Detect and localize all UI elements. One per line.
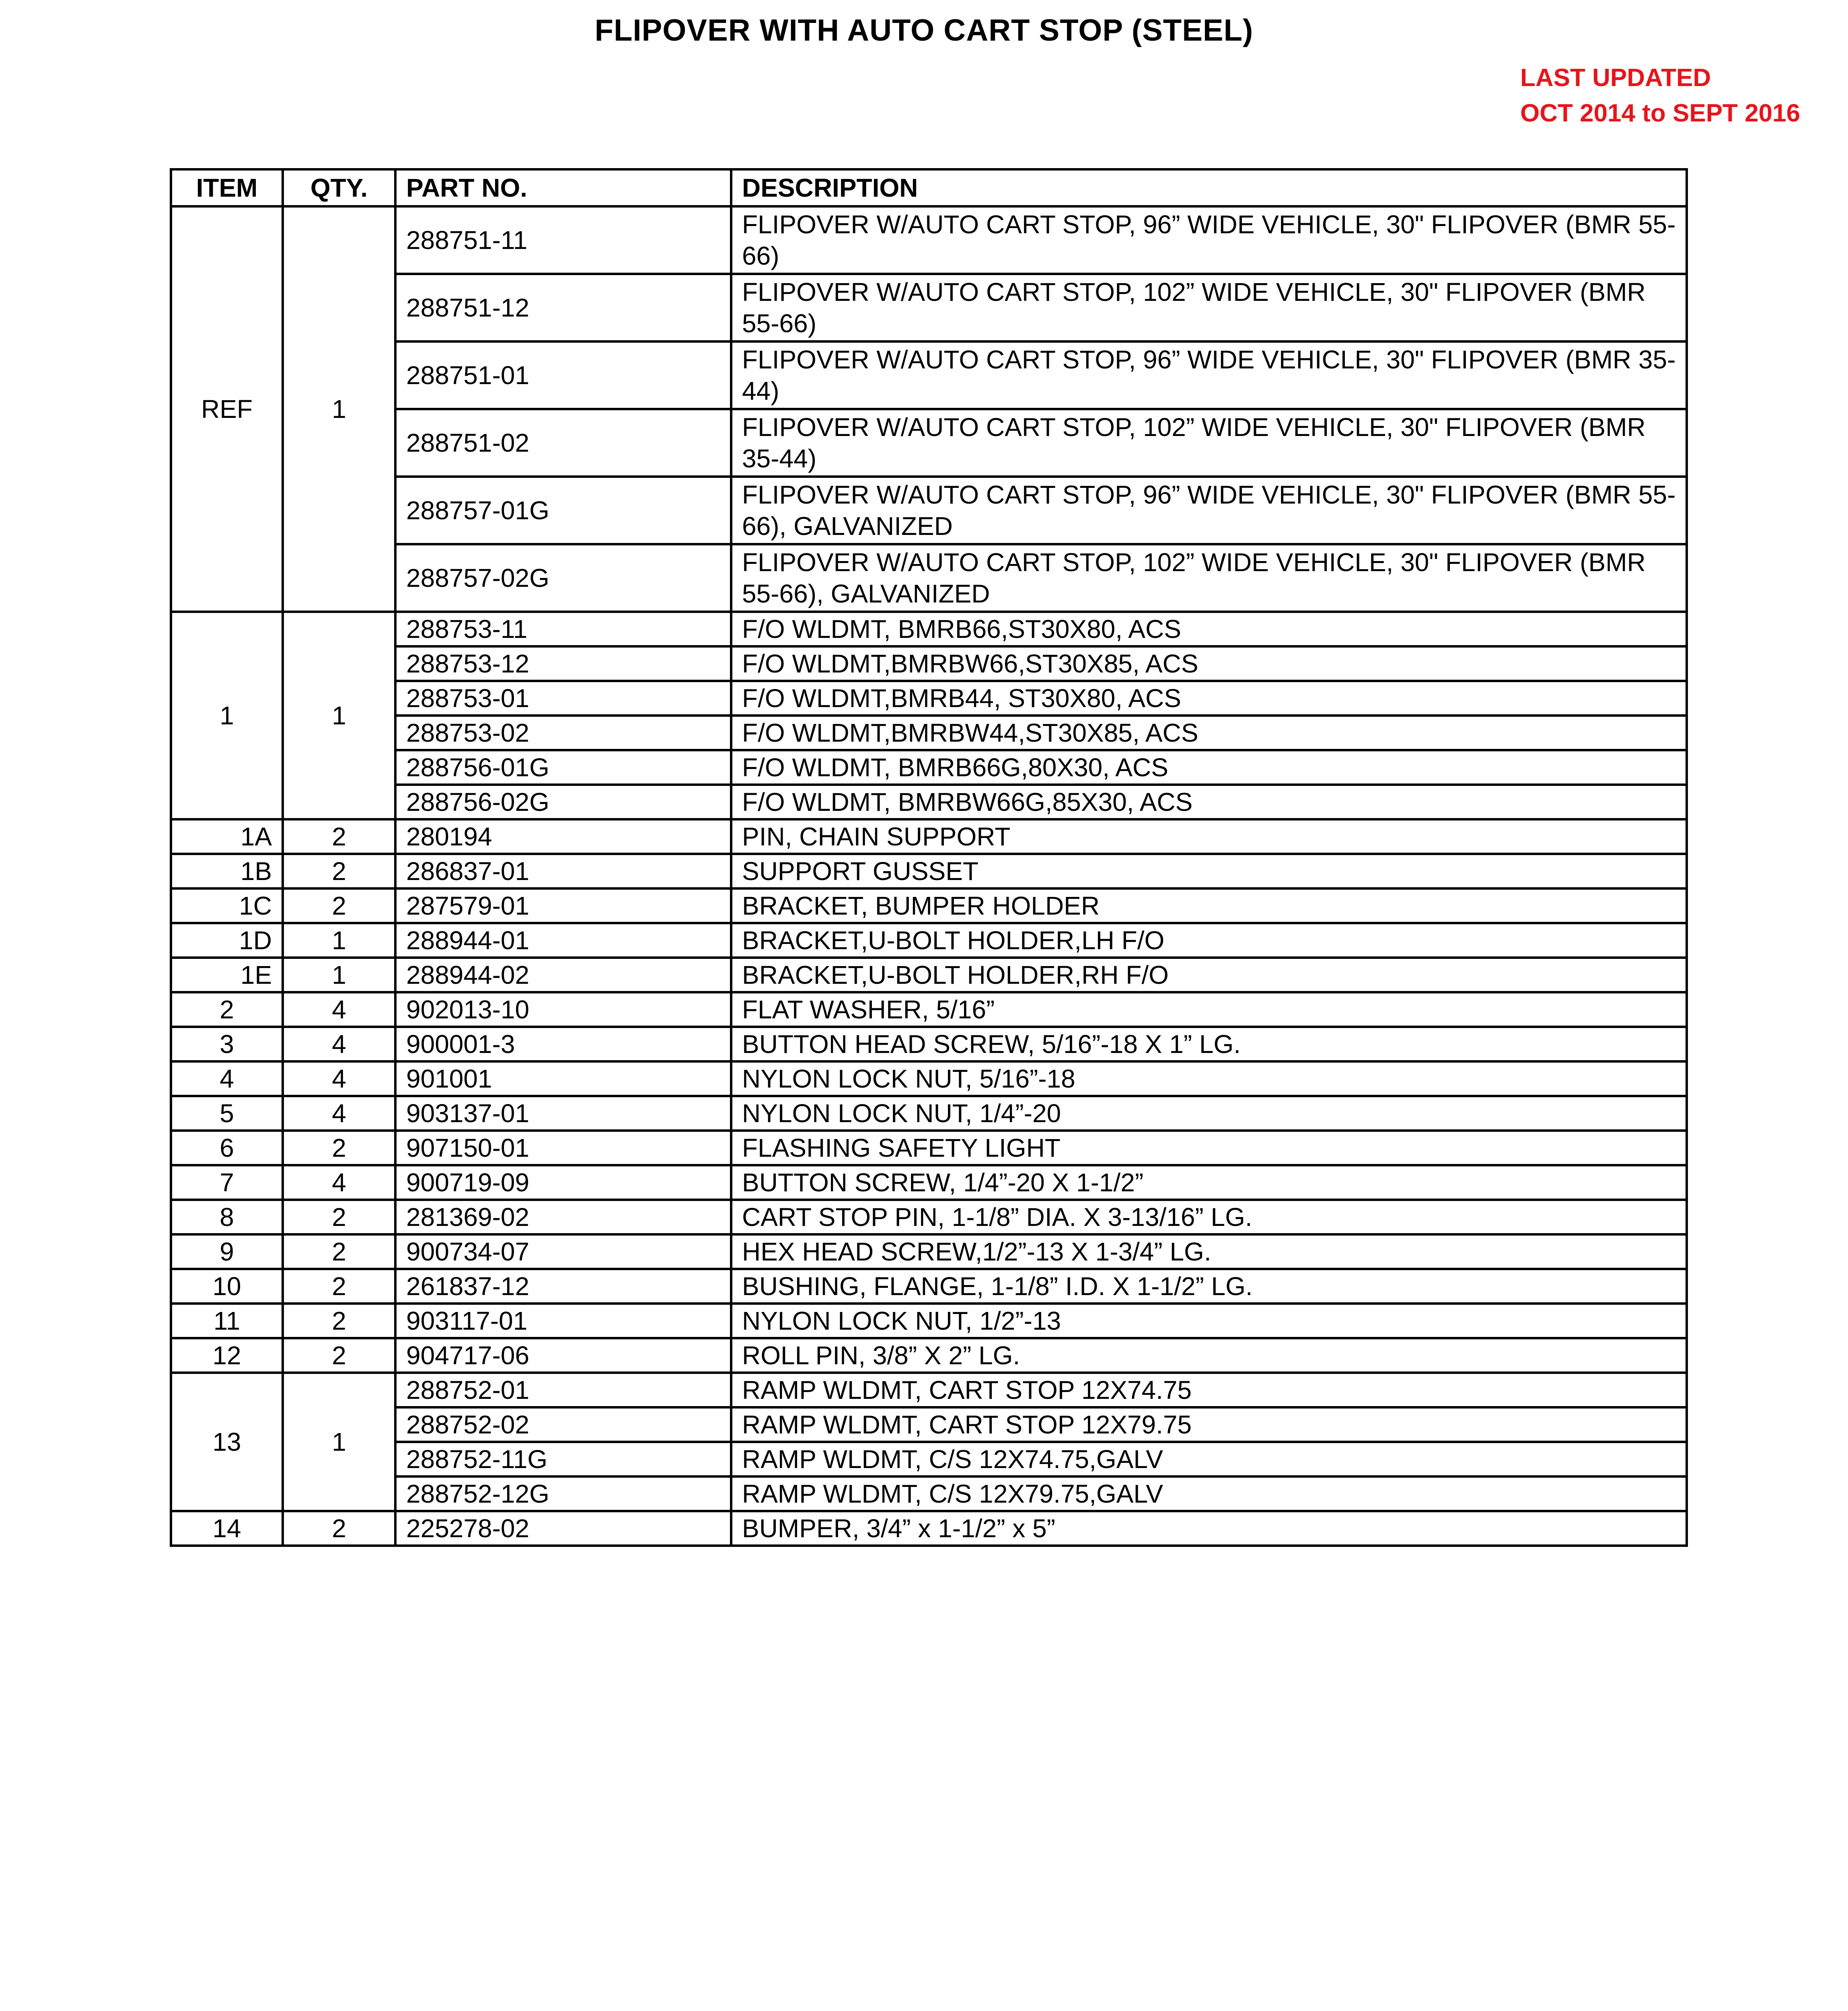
cell-part-no: 288944-02 xyxy=(395,958,731,992)
cell-description: NYLON LOCK NUT, 1/4”-20 xyxy=(731,1096,1687,1131)
cell-item: 7 xyxy=(171,1165,283,1200)
header-description: DESCRIPTION xyxy=(731,169,1687,206)
cell-item: 1D xyxy=(171,923,283,958)
cell-item: 8 xyxy=(171,1200,283,1234)
cell-qty: 2 xyxy=(283,888,395,923)
cell-item: 6 xyxy=(171,1131,283,1165)
cell-part-no: 288753-02 xyxy=(395,716,731,750)
cell-description: FLIPOVER W/AUTO CART STOP, 96” WIDE VEHICLE, 30" FLIPOVER (BMR 55-66), GALVANIZED xyxy=(731,477,1687,544)
last-updated-range: OCT 2014 to SEPT 2016 xyxy=(1520,99,1801,127)
table-row xyxy=(171,785,1687,819)
cell-part-no: 288752-12G xyxy=(395,1476,731,1511)
cell-part-no: 288753-11 xyxy=(395,612,731,646)
table-row xyxy=(171,1027,1687,1061)
cell-description: RAMP WLDMT, C/S 12X79.75,GALV xyxy=(731,1476,1687,1511)
cell-qty: 2 xyxy=(283,1131,395,1165)
cell-qty: 1 xyxy=(283,923,395,958)
table-row xyxy=(171,1131,1687,1165)
table-row xyxy=(171,1476,1687,1511)
cell-part-no: 286837-01 xyxy=(395,854,731,888)
table-row xyxy=(171,341,1687,409)
header-item: ITEM xyxy=(171,169,283,206)
cell-description: BRACKET, BUMPER HOLDER xyxy=(731,888,1687,923)
cell-item: 3 xyxy=(171,1027,283,1061)
cell-description: F/O WLDMT, BMRBW66G,85X30, ACS xyxy=(731,785,1687,819)
cell-part-no: 281369-02 xyxy=(395,1200,731,1234)
table-header-row xyxy=(171,169,1687,206)
cell-item: REF xyxy=(171,206,283,612)
table-row xyxy=(171,206,1687,274)
cell-description: F/O WLDMT,BMRBW66,ST30X85, ACS xyxy=(731,646,1687,681)
table-row xyxy=(171,716,1687,750)
cell-description: FLIPOVER W/AUTO CART STOP, 102” WIDE VEHICLE, 30" FLIPOVER (BMR 35-44) xyxy=(731,409,1687,477)
cell-item: 1 xyxy=(171,612,283,819)
cell-description: BUSHING, FLANGE, 1-1/8” I.D. X 1-1/2” LG. xyxy=(731,1269,1687,1304)
last-updated-note xyxy=(1520,60,1800,131)
cell-qty: 2 xyxy=(283,819,395,854)
table-row xyxy=(171,1373,1687,1407)
cell-description: FLIPOVER W/AUTO CART STOP, 96” WIDE VEHICLE, 30" FLIPOVER (BMR 55-66) xyxy=(731,206,1687,274)
cell-qty: 1 xyxy=(283,1373,395,1511)
cell-qty: 4 xyxy=(283,1096,395,1131)
cell-item: 1C xyxy=(171,888,283,923)
table-row xyxy=(171,888,1687,923)
parts-table-body xyxy=(171,206,1687,1546)
cell-part-no: 900719-09 xyxy=(395,1165,731,1200)
table-row xyxy=(171,1096,1687,1131)
cell-description: BUMPER, 3/4” x 1-1/2” x 5” xyxy=(731,1511,1687,1546)
cell-description: NYLON LOCK NUT, 5/16”-18 xyxy=(731,1061,1687,1096)
cell-part-no: 261837-12 xyxy=(395,1269,731,1304)
cell-part-no: 904717-06 xyxy=(395,1338,731,1373)
table-row xyxy=(171,1165,1687,1200)
table-row xyxy=(171,958,1687,992)
cell-part-no: 288756-02G xyxy=(395,785,731,819)
cell-part-no: 288752-01 xyxy=(395,1373,731,1407)
cell-description: RAMP WLDMT, C/S 12X74.75,GALV xyxy=(731,1442,1687,1476)
table-row xyxy=(171,1200,1687,1234)
cell-description: FLIPOVER W/AUTO CART STOP, 96” WIDE VEHICLE, 30" FLIPOVER (BMR 35-44) xyxy=(731,341,1687,409)
cell-qty: 4 xyxy=(283,992,395,1027)
cell-qty: 1 xyxy=(283,958,395,992)
cell-qty: 2 xyxy=(283,1234,395,1269)
cell-description: FLASHING SAFETY LIGHT xyxy=(731,1131,1687,1165)
cell-item: 11 xyxy=(171,1304,283,1338)
cell-item: 9 xyxy=(171,1234,283,1269)
table-row xyxy=(171,750,1687,785)
cell-item: 12 xyxy=(171,1338,283,1373)
cell-item: 10 xyxy=(171,1269,283,1304)
cell-part-no: 288757-02G xyxy=(395,544,731,612)
cell-description: ROLL PIN, 3/8” X 2” LG. xyxy=(731,1338,1687,1373)
cell-item: 13 xyxy=(171,1373,283,1511)
cell-description: F/O WLDMT,BMRBW44,ST30X85, ACS xyxy=(731,716,1687,750)
cell-part-no: 288752-02 xyxy=(395,1407,731,1442)
cell-part-no: 288751-12 xyxy=(395,274,731,341)
cell-part-no: 288753-12 xyxy=(395,646,731,681)
table-row xyxy=(171,819,1687,854)
cell-description: FLIPOVER W/AUTO CART STOP, 102” WIDE VEHICLE, 30" FLIPOVER (BMR 55-66), GALVANIZED xyxy=(731,544,1687,612)
table-row xyxy=(171,477,1687,544)
cell-qty: 2 xyxy=(283,1269,395,1304)
table-row xyxy=(171,923,1687,958)
table-row xyxy=(171,992,1687,1027)
cell-qty: 4 xyxy=(283,1061,395,1096)
table-row xyxy=(171,854,1687,888)
cell-description: SUPPORT GUSSET xyxy=(731,854,1687,888)
cell-part-no: 903117-01 xyxy=(395,1304,731,1338)
cell-qty: 2 xyxy=(283,1304,395,1338)
cell-part-no: 288751-02 xyxy=(395,409,731,477)
cell-part-no: 288751-01 xyxy=(395,341,731,409)
cell-description: BUTTON SCREW, 1/4”-20 X 1-1/2” xyxy=(731,1165,1687,1200)
cell-qty: 2 xyxy=(283,1338,395,1373)
cell-item: 1E xyxy=(171,958,283,992)
cell-part-no: 900001-3 xyxy=(395,1027,731,1061)
cell-description: F/O WLDMT, BMRB66,ST30X80, ACS xyxy=(731,612,1687,646)
cell-part-no: 903137-01 xyxy=(395,1096,731,1131)
cell-qty: 1 xyxy=(283,206,395,612)
table-row xyxy=(171,1442,1687,1476)
table-row xyxy=(171,274,1687,341)
cell-description: F/O WLDMT, BMRB66G,80X30, ACS xyxy=(731,750,1687,785)
cell-part-no: 901001 xyxy=(395,1061,731,1096)
table-row xyxy=(171,612,1687,646)
cell-part-no: 288753-01 xyxy=(395,681,731,716)
cell-part-no: 907150-01 xyxy=(395,1131,731,1165)
cell-part-no: 288752-11G xyxy=(395,1442,731,1476)
cell-description: NYLON LOCK NUT, 1/2”-13 xyxy=(731,1304,1687,1338)
cell-item: 1A xyxy=(171,819,283,854)
cell-qty: 2 xyxy=(283,854,395,888)
cell-qty: 2 xyxy=(283,1200,395,1234)
table-row xyxy=(171,1407,1687,1442)
table-row xyxy=(171,1269,1687,1304)
cell-description: BUTTON HEAD SCREW, 5/16”-18 X 1” LG. xyxy=(731,1027,1687,1061)
cell-description: PIN, CHAIN SUPPORT xyxy=(731,819,1687,854)
cell-description: RAMP WLDMT, CART STOP 12X74.75 xyxy=(731,1373,1687,1407)
cell-description: F/O WLDMT,BMRB44, ST30X80, ACS xyxy=(731,681,1687,716)
table-row xyxy=(171,1061,1687,1096)
cell-description: BRACKET,U-BOLT HOLDER,LH F/O xyxy=(731,923,1687,958)
table-row xyxy=(171,681,1687,716)
table-row xyxy=(171,1338,1687,1373)
table-row xyxy=(171,1304,1687,1338)
table-row xyxy=(171,646,1687,681)
cell-part-no: 225278-02 xyxy=(395,1511,731,1546)
parts-table xyxy=(170,168,1688,1547)
cell-item: 1B xyxy=(171,854,283,888)
cell-qty: 2 xyxy=(283,1511,395,1546)
cell-part-no: 902013-10 xyxy=(395,992,731,1027)
cell-qty: 4 xyxy=(283,1165,395,1200)
cell-item: 5 xyxy=(171,1096,283,1131)
cell-part-no: 280194 xyxy=(395,819,731,854)
cell-part-no: 288751-11 xyxy=(395,206,731,274)
table-row xyxy=(171,1234,1687,1269)
header-qty: QTY. xyxy=(283,169,395,206)
cell-item: 4 xyxy=(171,1061,283,1096)
cell-part-no: 288944-01 xyxy=(395,923,731,958)
cell-description: RAMP WLDMT, CART STOP 12X79.75 xyxy=(731,1407,1687,1442)
cell-item: 14 xyxy=(171,1511,283,1546)
cell-qty: 1 xyxy=(283,612,395,819)
page-title: FLIPOVER WITH AUTO CART STOP (STEEL) xyxy=(594,13,1254,47)
last-updated-label: LAST UPDATED xyxy=(1520,64,1711,92)
cell-description: FLIPOVER W/AUTO CART STOP, 102” WIDE VEHICLE, 30" FLIPOVER (BMR 55-66) xyxy=(731,274,1687,341)
table-row xyxy=(171,544,1687,612)
cell-part-no: 288756-01G xyxy=(395,750,731,785)
cell-part-no: 900734-07 xyxy=(395,1234,731,1269)
cell-part-no: 288757-01G xyxy=(395,477,731,544)
table-row xyxy=(171,409,1687,477)
cell-description: FLAT WASHER, 5/16” xyxy=(731,992,1687,1027)
header-part-no: PART NO. xyxy=(395,169,731,206)
cell-part-no: 287579-01 xyxy=(395,888,731,923)
cell-description: CART STOP PIN, 1-1/8” DIA. X 3-13/16” LG. xyxy=(731,1200,1687,1234)
cell-item: 2 xyxy=(171,992,283,1027)
table-row xyxy=(171,1511,1687,1546)
cell-description: BRACKET,U-BOLT HOLDER,RH F/O xyxy=(731,958,1687,992)
cell-description: HEX HEAD SCREW,1/2”-13 X 1-3/4” LG. xyxy=(731,1234,1687,1269)
cell-qty: 4 xyxy=(283,1027,395,1061)
